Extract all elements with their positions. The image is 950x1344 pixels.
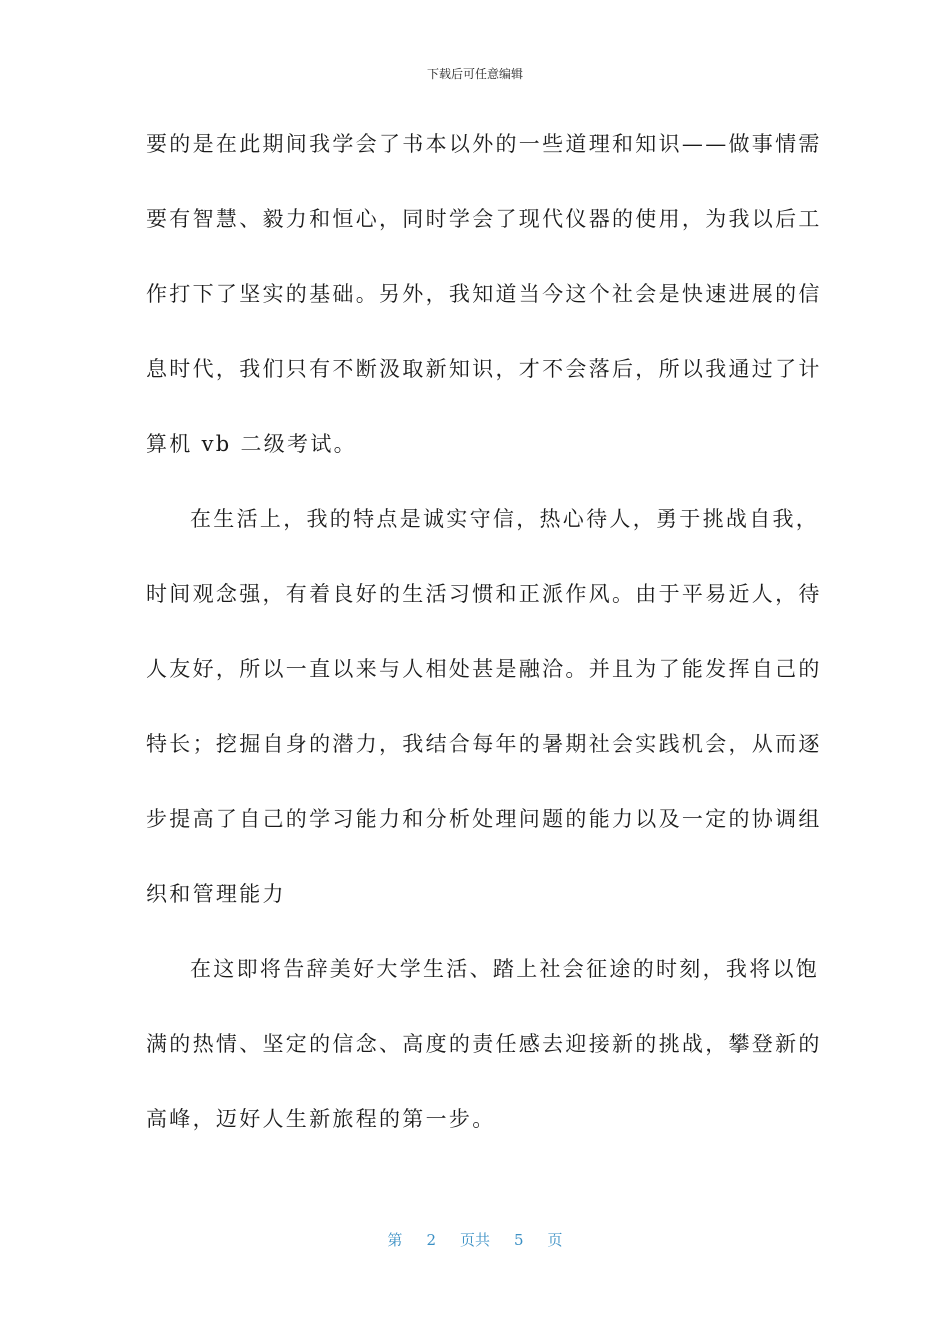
text-line: 高峰，迈好人生新旅程的第一步。 xyxy=(146,1107,496,1131)
footer-middle: 页共 xyxy=(459,1231,490,1249)
text-line: 织和管理能力 xyxy=(146,882,286,906)
document-body xyxy=(146,118,822,1168)
paragraph-study xyxy=(146,118,822,493)
paragraph-closing xyxy=(146,943,822,1168)
text-line: 步提高了自己的学习能力和分析处理问题的能力以及一定的协调组 xyxy=(146,807,822,831)
text-line: 要有智慧、毅力和恒心，同时学会了现代仪器的使用，为我以后工 xyxy=(146,207,822,231)
text-line: 在生活上，我的特点是诚实守信，热心待人，勇于挑战自我， xyxy=(190,507,820,531)
text-line: 人友好，所以一直以来与人相处甚是融洽。并且为了能发挥自己的 xyxy=(146,657,822,681)
paragraph-life xyxy=(146,493,822,943)
page-header: 下载后可任意编辑 xyxy=(426,67,523,81)
page-number-footer xyxy=(0,1230,950,1250)
footer-current-page: 2 xyxy=(426,1231,436,1249)
text-line: 满的热情、坚定的信念、高度的责任感去迎接新的挑战，攀登新的 xyxy=(146,1032,822,1056)
footer-prefix: 第 xyxy=(387,1231,403,1249)
text-line: 时间观念强，有着良好的生活习惯和正派作风。由于平易近人，待 xyxy=(146,582,822,606)
text-line: 要的是在此期间我学会了书本以外的一些道理和知识——做事情需 xyxy=(146,132,822,156)
footer-suffix: 页 xyxy=(547,1231,563,1249)
text-line: 作打下了坚实的基础。另外，我知道当今这个社会是快速进展的信 xyxy=(146,282,822,306)
text-line: 在这即将告辞美好大学生活、踏上社会征途的时刻，我将以饱 xyxy=(190,957,820,981)
footer-total-pages: 5 xyxy=(514,1231,524,1249)
text-line: 息时代，我们只有不断汲取新知识，才不会落后，所以我通过了计 xyxy=(146,357,822,381)
text-line: 特长；挖掘自身的潜力，我结合每年的暑期社会实践机会，从而逐 xyxy=(146,732,822,756)
text-line: 算机 vb 二级考试。 xyxy=(146,432,357,456)
